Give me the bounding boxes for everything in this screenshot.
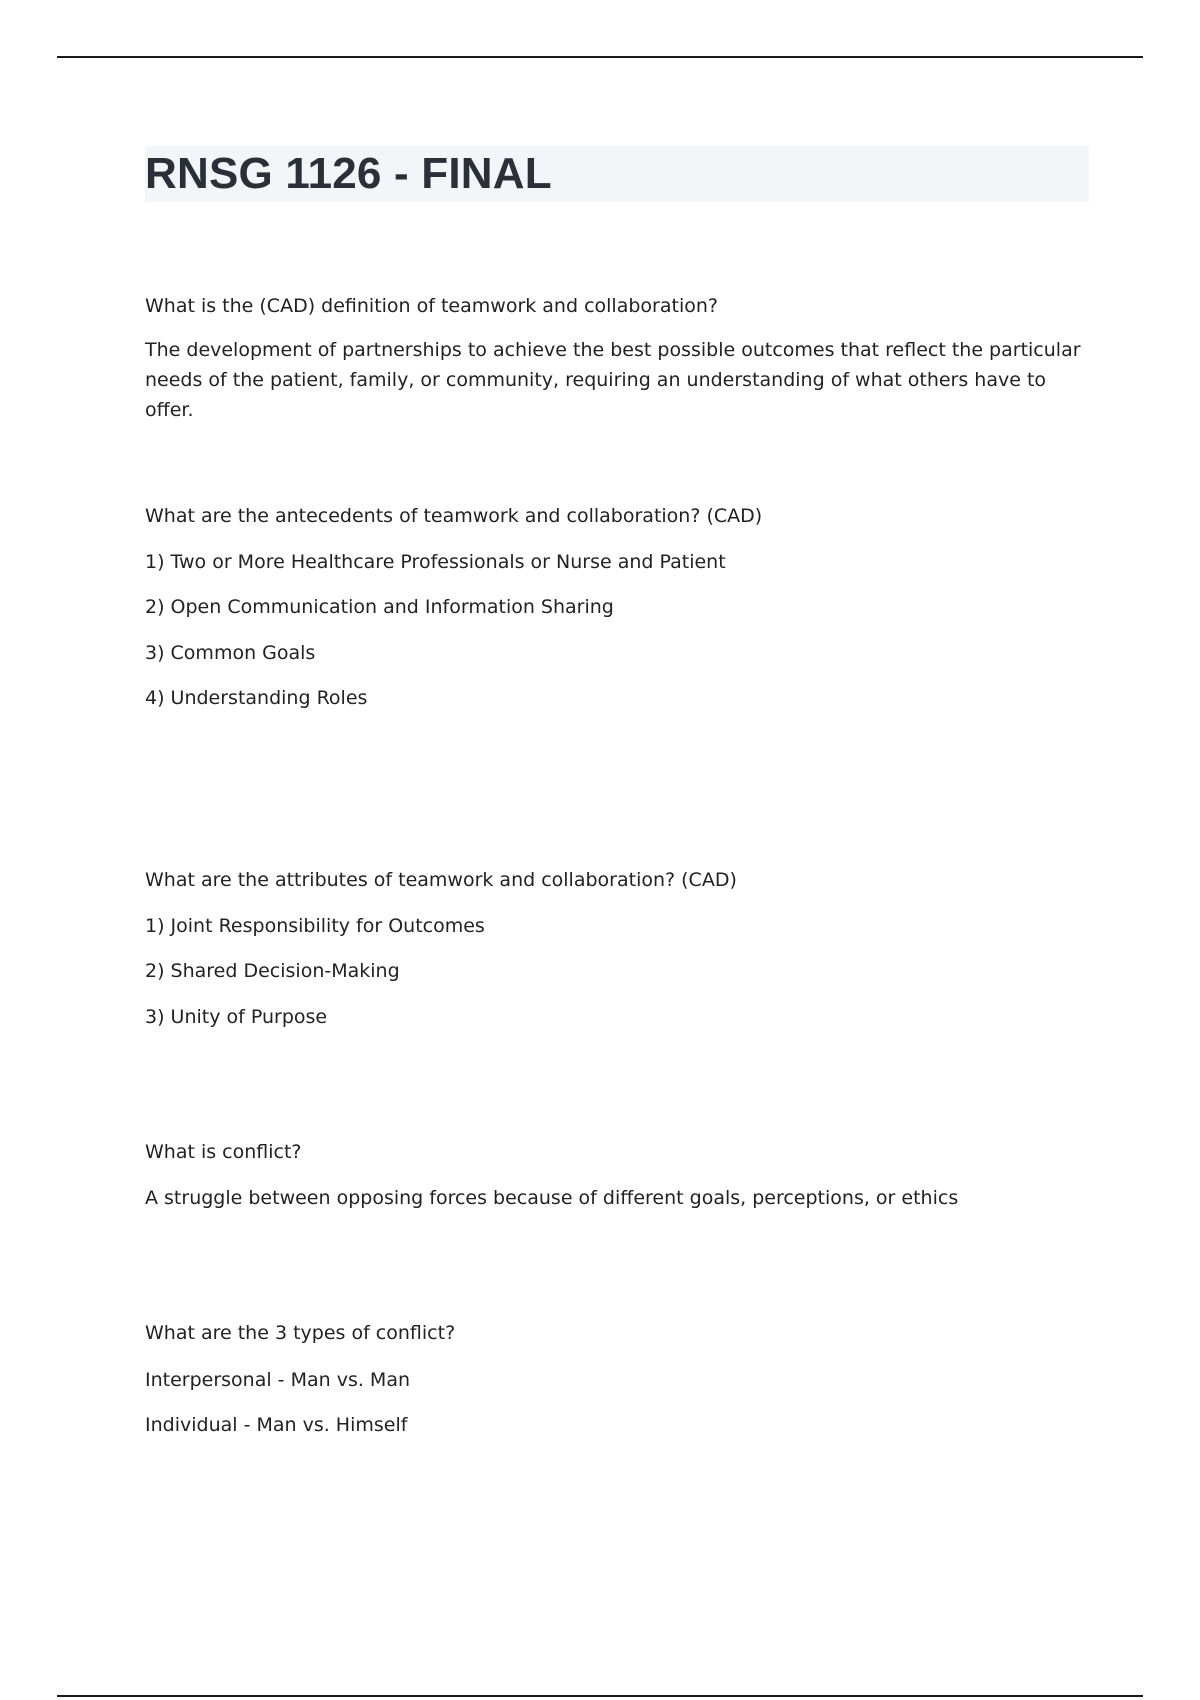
- answer-5-item-1: Interpersonal - Man vs. Man: [145, 1369, 410, 1391]
- answer-2-item-3: 3) Common Goals: [145, 642, 316, 664]
- question-4: What is conflict?: [145, 1141, 302, 1163]
- answer-3-item-3: 3) Unity of Purpose: [145, 1006, 328, 1028]
- answer-5-item-2: Individual - Man vs. Himself: [145, 1414, 408, 1436]
- answer-1: The development of partnerships to achieve the best possible outcomes that reflect the particular needs of the patient, family, or community, requiring an understanding of what others have to offer.: [145, 339, 1081, 421]
- top-rule: [57, 56, 1143, 58]
- title-banner: [145, 146, 1089, 202]
- question-1: What is the (CAD) definition of teamwork and collaboration?: [145, 295, 718, 317]
- page-title: RNSG 1126 - FINAL: [145, 149, 552, 198]
- answer-2-item-1: 1) Two or More Healthcare Professionals or Nurse and Patient: [145, 551, 726, 573]
- answer-3-item-2: 2) Shared Decision-Making: [145, 960, 400, 982]
- bottom-rule: [57, 1695, 1143, 1697]
- question-2: What are the antecedents of teamwork and collaboration? (CAD): [145, 505, 763, 527]
- question-5: What are the 3 types of conflict?: [145, 1322, 456, 1344]
- answer-4: A struggle between opposing forces because of different goals, perceptions, or ethics: [145, 1187, 959, 1209]
- answer-2-item-2: 2) Open Communication and Information Sharing: [145, 596, 614, 618]
- answer-2-item-4: 4) Understanding Roles: [145, 687, 368, 709]
- question-3: What are the attributes of teamwork and collaboration? (CAD): [145, 869, 737, 891]
- answer-3-item-1: 1) Joint Responsibility for Outcomes: [145, 915, 485, 937]
